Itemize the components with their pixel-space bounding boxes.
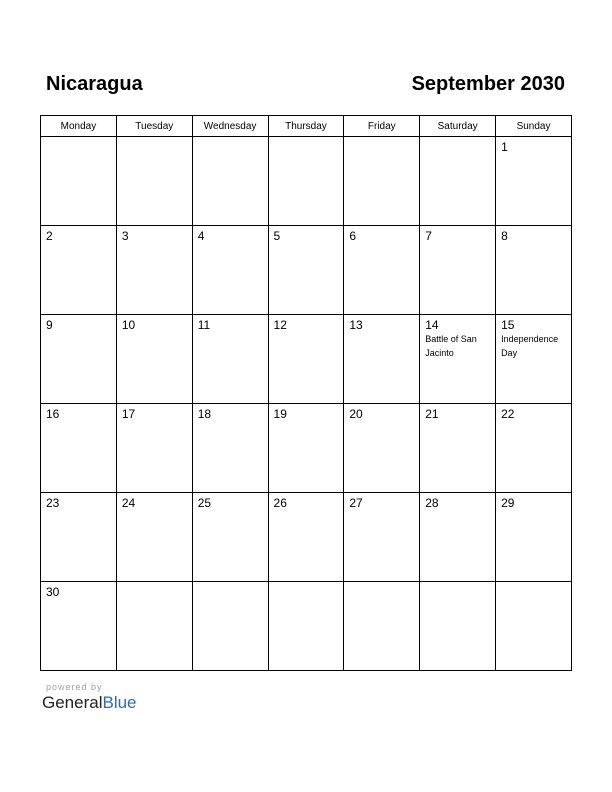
day-cell [41,493,117,582]
weekday-wednesday: Wednesday [192,116,268,137]
holiday-label: Battle of San Jacinto [425,334,477,358]
day-number [496,582,571,585]
day-cell [420,315,496,404]
day-cell [192,582,268,671]
day-number: 23 [46,496,60,510]
weekday-header-row [41,116,572,137]
day-number: 3 [121,229,129,243]
day-cell [420,582,496,671]
day-cell [268,137,344,226]
country-title: Nicaragua [46,73,143,95]
day-cell [41,404,117,493]
day-cell [41,226,117,315]
day-cell [344,137,420,226]
day-cell [116,404,192,493]
day-number: 4 [197,229,205,243]
weekday-friday: Friday [344,116,420,137]
week-row [41,137,572,226]
week-row [41,226,572,315]
day-number: 28 [425,496,439,510]
day-number: 6 [349,229,357,243]
day-number [193,582,268,585]
week-row [41,404,572,493]
day-cell [116,493,192,582]
day-number: 21 [425,407,439,421]
day-cell [116,137,192,226]
day-number [41,137,116,140]
day-cell [496,404,572,493]
day-number: 17 [121,407,136,421]
day-number: 24 [121,496,136,510]
day-number [269,137,344,140]
day-number [117,137,192,140]
day-cell [344,582,420,671]
day-cell [420,137,496,226]
day-number [344,137,419,140]
day-cell [192,493,268,582]
day-cell [116,582,192,671]
day-number: 29 [501,496,515,510]
weekday-sunday: Sunday [496,116,572,137]
day-number [420,582,495,585]
day-number [420,137,495,140]
day-cell [41,582,117,671]
month-year-title: September 2030 [411,73,565,95]
day-number: 8 [501,229,508,243]
week-row [41,493,572,582]
day-number [269,582,344,585]
week-row [41,315,572,404]
day-number: 16 [46,407,60,421]
day-cell [116,226,192,315]
day-number: 1 [501,140,508,154]
day-number: 9 [46,318,53,332]
day-cell [344,226,420,315]
day-cell [420,404,496,493]
day-number: 14 [425,318,439,332]
day-cell [420,493,496,582]
generalblue-logo[interactable] [42,693,137,713]
holiday-label: Independence Day [501,334,559,358]
day-cell [496,137,572,226]
day-cell [192,315,268,404]
day-number: 5 [273,229,281,243]
weekday-tuesday: Tuesday [116,116,192,137]
day-cell [496,226,572,315]
calendar-grid [40,115,572,671]
week-row [41,582,572,671]
day-number: 27 [349,496,363,510]
day-number: 11 [197,318,211,332]
day-number: 18 [197,407,212,421]
day-cell [496,315,572,404]
day-cell [496,582,572,671]
day-cell [116,315,192,404]
day-cell [344,404,420,493]
brand-blue-text: Blue [102,693,137,712]
day-number [117,582,192,585]
day-cell [268,493,344,582]
weekday-saturday: Saturday [420,116,496,137]
day-cell [192,137,268,226]
day-cell [268,226,344,315]
day-cell [268,404,344,493]
day-number: 19 [273,407,287,421]
day-number: 22 [501,407,515,421]
day-number [193,137,268,140]
powered-by-text: powered by [46,682,103,692]
day-number: 30 [46,585,60,599]
day-cell [268,582,344,671]
day-number: 7 [425,229,432,243]
day-number: 12 [273,318,287,332]
weekday-thursday: Thursday [268,116,344,137]
day-number: 2 [46,229,53,243]
day-cell [41,137,117,226]
day-cell [192,226,268,315]
day-number: 26 [273,496,287,510]
brand-general-text: General [42,693,103,712]
day-cell [268,315,344,404]
day-number: 15 [501,318,515,332]
day-cell [420,226,496,315]
day-cell [344,315,420,404]
day-cell [344,493,420,582]
day-cell [496,493,572,582]
day-number: 20 [349,407,363,421]
day-number: 25 [197,496,212,510]
day-number: 10 [121,318,136,332]
weekday-monday: Monday [41,116,117,137]
day-cell [41,315,117,404]
day-number: 13 [349,318,363,332]
day-cell [192,404,268,493]
day-number [344,582,419,585]
